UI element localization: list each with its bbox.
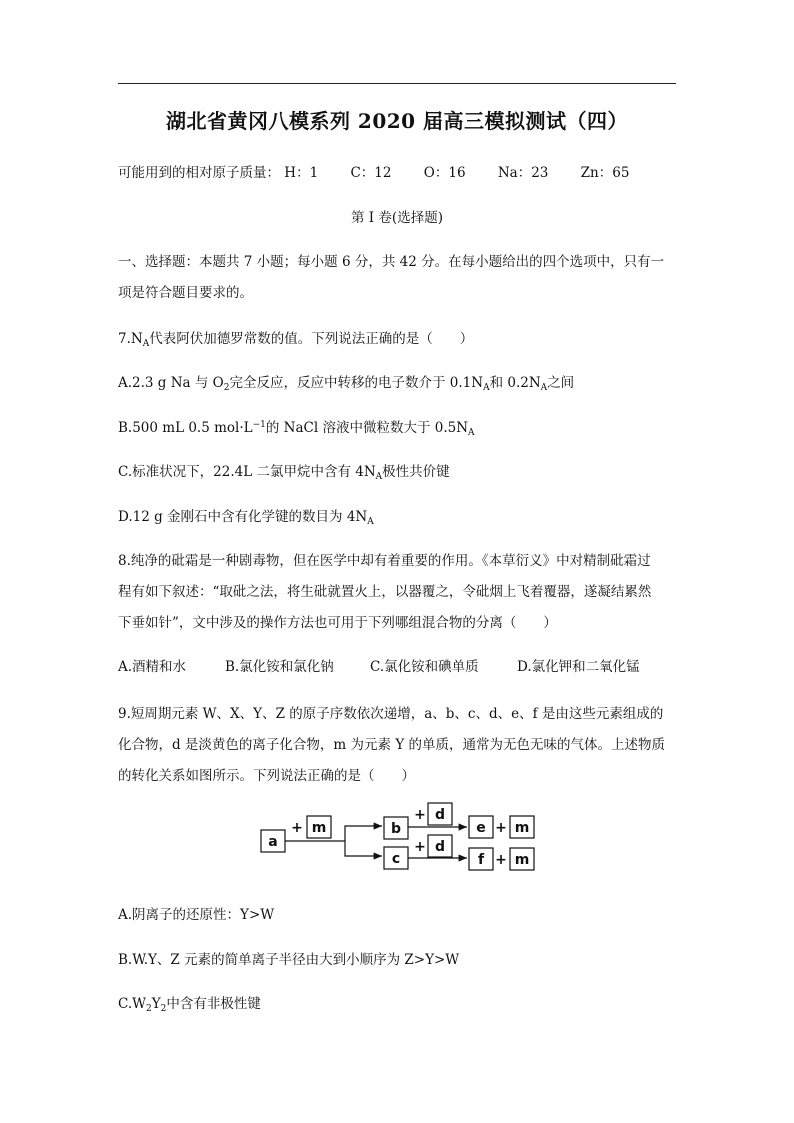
q7b-sup: −1 <box>252 420 266 430</box>
q7a-sub-2: A <box>483 383 490 393</box>
q8-option-b: B.氯化铵和氯化钠 <box>225 659 334 675</box>
q7b-sub: A <box>468 428 475 438</box>
q7a-sub-1: 2 <box>223 383 230 393</box>
q8-options <box>118 655 640 675</box>
atomic-mass-na: Na：23 <box>497 165 549 181</box>
q7c-text-2: 极性共价键 <box>382 464 450 480</box>
atomic-mass-zn: Zn：65 <box>580 165 630 181</box>
q8-line-1: 8.纯净的砒霜是一种剧毒物，但在医学中却有着重要的作用。《本草衍义》中对精制砒霜过 <box>118 553 651 569</box>
q9-option-c <box>118 992 261 1014</box>
label-m-bottom-right: m <box>514 852 530 868</box>
label-d-top: d <box>434 807 446 823</box>
q9c-sub-1: 2 <box>146 1004 152 1014</box>
label-c: c <box>391 851 401 867</box>
label-f: f <box>477 852 485 868</box>
plus-4: + <box>495 820 507 836</box>
q7a-text-2: 完全反应，反应中转移的电子数介于 0.1N <box>229 375 484 391</box>
q9-line-1: 9.短周期元素 W、X、Y、Z 的原子序数依次递增，a、b、c、d、e、f 是由这些元素组成的 <box>118 706 664 722</box>
label-m: m <box>311 820 327 836</box>
section-heading: 第 I 卷(选择题) <box>351 210 443 226</box>
plus-5: + <box>495 852 507 868</box>
q7a-sub-3: A <box>540 383 548 393</box>
q8-option-d: D.氯化钾和二氧化锰 <box>517 659 640 675</box>
q8-line-3: 下垂如针”，文中涉及的操作方法也可用于下列哪组混合物的分离（ ） <box>118 615 557 631</box>
q7-option-b <box>118 416 475 438</box>
atomic-mass-c: C：12 <box>350 165 392 181</box>
atomic-masses-label: 可能用到的相对原子质量： <box>118 165 280 181</box>
q7-stem-sub: A <box>142 339 150 349</box>
q7b-text-1: B.500 mL 0.5 mol·L <box>118 420 253 436</box>
q8-option-c: C.氯化铵和碘单质 <box>370 659 479 675</box>
label-e: e <box>476 820 486 836</box>
q9-option-a: A.阴离子的还原性：Y>W <box>118 907 275 923</box>
plus-1: + <box>291 820 303 836</box>
q9c-text-1: C.W <box>118 996 147 1012</box>
conversion-diagram <box>250 795 550 880</box>
q7a-text-3: 和 0.2N <box>489 375 541 391</box>
label-d-bottom: d <box>434 839 446 855</box>
q7a-text-1: A.2.3 g Na 与 O <box>118 375 224 391</box>
q8-option-a: A.酒精和水 <box>118 659 187 675</box>
q7c-sub: A <box>375 472 383 482</box>
label-a: a <box>268 834 278 850</box>
atomic-mass-h: H：1 <box>284 165 319 181</box>
q7-stem-text: 代表阿伏加德罗常数的值。下列说法正确的是（ ） <box>149 331 474 347</box>
q8-line-2: 程有如下叙述：“取砒之法，将生砒就置火上，以器覆之，令砒烟上飞着覆器，遂凝结累然 <box>118 584 652 600</box>
atomic-masses-line <box>118 161 629 181</box>
header-rule <box>118 83 676 84</box>
plus-2: + <box>414 807 426 823</box>
q7d-sub: A <box>367 517 374 527</box>
q7-stem <box>118 327 473 349</box>
q9c-text-3: 中含有非极性键 <box>166 996 261 1012</box>
instructions-line-2: 项是符合题目要求的。 <box>118 285 253 301</box>
q9c-text-2: Y <box>151 996 161 1012</box>
q7b-text-2: 的 NaCl 溶液中微粒数大于 0.5N <box>265 420 469 436</box>
plus-3: + <box>414 839 426 855</box>
atomic-mass-o: O：16 <box>423 165 466 181</box>
label-b: b <box>390 821 402 837</box>
q7a-text-4: 之间 <box>547 375 575 391</box>
q7-option-a <box>118 371 574 393</box>
q9-option-b: B.W.Y、Z 元素的简单离子半径由大到小顺序为 Z>Y>W <box>118 952 460 968</box>
q9-line-3: 的转化关系如图所示。下列说法正确的是（ ） <box>118 768 415 784</box>
label-m-top-right: m <box>514 820 530 836</box>
q7-stem-num: 7.N <box>118 331 143 347</box>
q9c-sub-2: 2 <box>160 1004 167 1014</box>
q7-option-c <box>118 460 450 482</box>
page-title: 湖北省黄冈八模系列 2020 届高三模拟测试（四） <box>165 109 629 133</box>
q7-option-d <box>118 505 374 527</box>
instructions-line-1: 一、选择题：本题共 7 小题；每小题 6 分，共 42 分。在每小题给出的四个选项中，只有一 <box>118 254 665 270</box>
q9-line-2: 化合物，d 是淡黄色的离子化合物，m 为元素 Y 的单质，通常为无色无味的气体。上述物质 <box>118 737 666 753</box>
q7c-text-1: C.标准状况下，22.4L 二氯甲烷中含有 4N <box>118 464 376 480</box>
q7d-text-1: D.12 g 金刚石中含有化学键的数目为 4N <box>118 509 368 525</box>
